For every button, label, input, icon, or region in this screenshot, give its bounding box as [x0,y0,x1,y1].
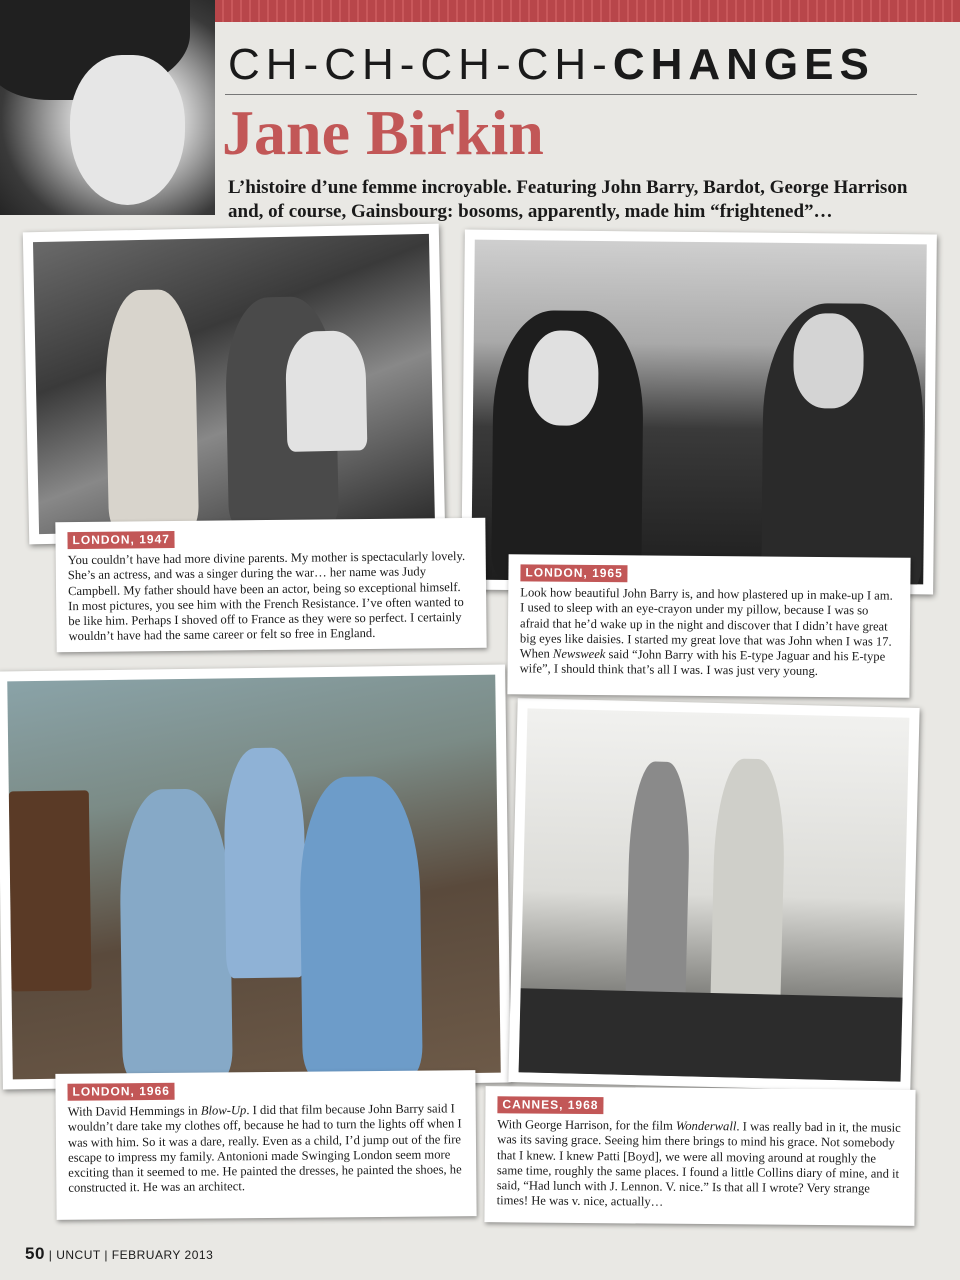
photo-image [471,240,927,585]
caption-text: You couldn’t have had more divine parents. My mother is spectacularly lovely. She’s an actress, and was a singer during the war… her name was Judy Campbell. My father should have been an actor, being so exceptional himself. In most pictures, you see him with the French Resistance. I’ve often wanted to be like him. Perhaps I shoved off to France as they were so perfect. I certainly wouldn’t have had the same career or felt so free in England. [67,549,466,644]
figure-shape [223,747,306,978]
caption-text-part: said “John Barry with his E-type Jaguar and his E-type wife”, I should think that’s all I was. I was just very young. [519,647,886,679]
caption-tag: LONDON, 1965 [520,564,628,582]
page-folio: 50 | UNCUT | FEBRUARY 2013 [25,1244,214,1263]
page-number: 50 [25,1244,45,1263]
header-stripe-bar [215,0,960,22]
photo-image [33,234,435,534]
figure-shape [299,776,423,1078]
figure-shape [625,761,691,1022]
figure-shape [104,289,199,531]
caption-text-emphasis: Newsweek [552,646,606,662]
photo-image [7,675,501,1080]
portrait-photo [0,0,215,215]
header-rule [225,94,917,95]
figure-shape [519,988,903,1081]
magazine-name: UNCUT [56,1248,101,1262]
kicker-thin: CH-CH-CH-CH- [228,40,613,89]
photo-london-1947 [23,224,445,545]
caption-text [68,1101,465,1196]
photo-cannes-1968 [508,698,919,1092]
issue-date: FEBRUARY 2013 [111,1248,214,1262]
caption-tag: LONDON, 1966 [67,1083,175,1101]
caption-text [497,1117,904,1212]
caption-text-part: With David Hemmings in [67,1103,201,1119]
section-kicker [228,40,875,90]
caption-text-part: With George Harrison, for the film [497,1117,677,1133]
portrait-face-shape [70,55,185,205]
photo-london-1965 [461,230,937,595]
caption-london-1965 [507,554,910,698]
figure-shape [119,788,233,1079]
figure-shape [528,330,599,426]
caption-london-1947 [55,518,486,652]
photo-image [519,708,910,1081]
kicker-bold: CHANGES [612,40,875,89]
figure-shape [793,313,864,409]
caption-text-part: . I was really bad in it, the music was its saving grace. Seeing him there brings to mind his grace. Not somebody that I knew. I knew Patti [Boyd], we were all moving around at roughly the same time, roughly the same places. I found a little Collins diary of mine, and it said, “Had lunch with J. Lennon. V. nice.” Is that all I wrote? Very strange times! He was v. nice, actually… [496,1119,901,1209]
figure-shape [285,330,367,452]
caption-tag: LONDON, 1947 [67,531,175,549]
figure-shape [9,790,92,991]
caption-text-emphasis: Wonderwall [675,1118,737,1134]
caption-london-1966 [55,1070,476,1220]
caption-text-part: Look how beautiful John Barry is, and how plastered up in make-up I am. I used to sleep with an eye-crayon under my pillow, because I was so afraid that he’d wake up in the night and discover that I didn’t have great big eyes like daisies. I started my great love that was John when I was 17. When [519,585,893,661]
caption-text-emphasis: Blow-Up [200,1103,247,1118]
photo-london-1966 [0,664,511,1089]
caption-tag: CANNES, 1968 [497,1096,603,1114]
caption-cannes-1968 [484,1086,915,1226]
article-title: Jane Birkin [222,97,544,168]
caption-text [520,586,899,681]
figure-shape [710,758,787,1030]
caption-text-part: . I did that film because John Barry said I wouldn’t dare take my clothes off, because he had to turn the lights off when I was with him. So it was a dare, really. Even as a child, I’d jump out of the fire escape to impress my family. Antonioni made Swinging London seem more exciting than it seemed to me. He painted the dresses, he painted the shoes, he constructed it. He was an architect. [67,1101,462,1195]
standfirst: L’histoire d’une femme incroyable. Featuring John Barry, Bardot, George Harrison and, of course, Gainsbourg: bosoms, apparently, made him “frightened”… [228,177,908,222]
